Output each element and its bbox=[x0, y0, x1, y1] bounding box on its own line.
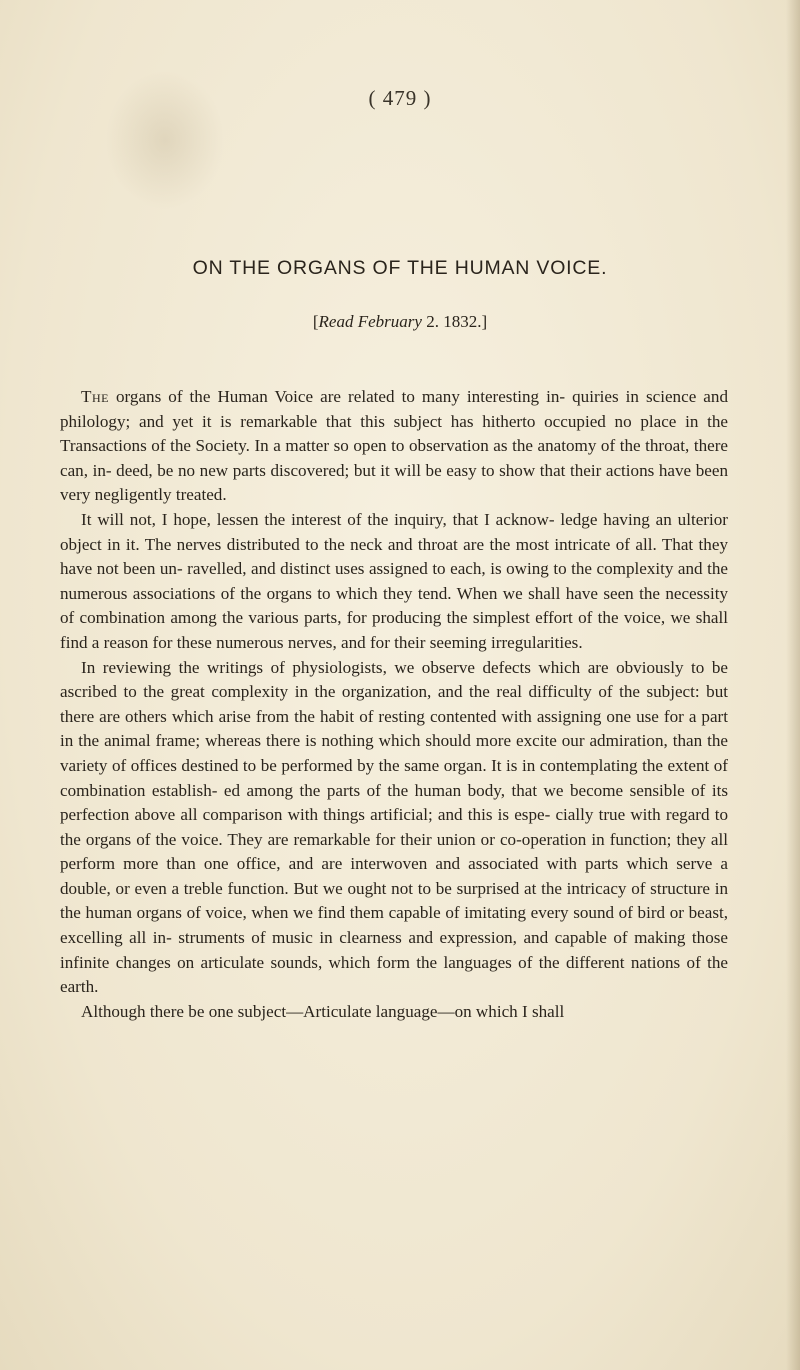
read-date-open-bracket: [ bbox=[312, 312, 319, 331]
read-date-value: 2. 1832. bbox=[421, 312, 482, 331]
read-date-close-bracket: ] bbox=[481, 312, 488, 331]
paragraph-1-text: organs of the Human Voice are related to many interesting in- quiries in science and philology; and yet it is remarkable that this subject has hitherto occupied no place in the Transactions of the Society. In a matter so open to observation as the anatomy of the throat, there can, in- deed, be no new parts discovered; but it will be easy to show that their actions have been very negligently treated. bbox=[60, 387, 728, 505]
paragraph-3: In reviewing the writings of physiologists, we observe defects which are obviously to be ascribed to the great complexity in the organization, and the real difficulty of the subject: but there are others which arise from the habit of resting contented with assigning one use for a part in the animal frame; whereas there is nothing which should more excite our admiration, than the variety of offices destined to be performed by the same organ. It is in contemplating the extent of combination establish- ed among the parts of the human body, that we become sensible of its perfection above all comparison with things artificial; and this is espe- cially true with regard to the organs of the voice. They are remarkable for their union or co-operation in function; they all perform more than one office, and are interwoven and associated with parts which serve a double, or even a treble function. But we ought not to be surprised at the intricacy of structure in the human organs of voice, when we find them capable of imitating every sound of bird or beast, excelling all in- struments of music in clearness and expression, and capable of making those infinite changes on articulate sounds, which form the languages of the different nations of the earth. bbox=[60, 657, 728, 997]
paragraph-1 bbox=[60, 385, 728, 508]
paragraph-4: Although there be one subject—Articulate language—on which I shall bbox=[81, 1001, 565, 1021]
read-date-note bbox=[0, 312, 800, 332]
page-number: ( 479 ) bbox=[368, 86, 432, 110]
article-heading: ON THE ORGANS OF THE HUMAN VOICE. bbox=[192, 257, 608, 279]
body-text bbox=[60, 385, 728, 1024]
read-date-label: Read February bbox=[318, 312, 422, 331]
paragraph-2: It will not, I hope, lessen the interest of the inquiry, that I acknow- ledge having an ulterior object in it. The nerves distributed to the neck and throat are the most intricate of all. That they have not been un- ravelled, and distinct uses assigned to each, is owing to the complexity and the numerous associations of the organs to which they tend. When we shall have seen the necessity of combination among the various parts, for producing the simplest effort of the voice, we shall find a reason for these numerous nerves, and for their seeming irregularities. bbox=[60, 509, 728, 652]
page-edge-shadow bbox=[786, 0, 800, 1370]
paragraph-lead-word: The bbox=[81, 387, 109, 406]
